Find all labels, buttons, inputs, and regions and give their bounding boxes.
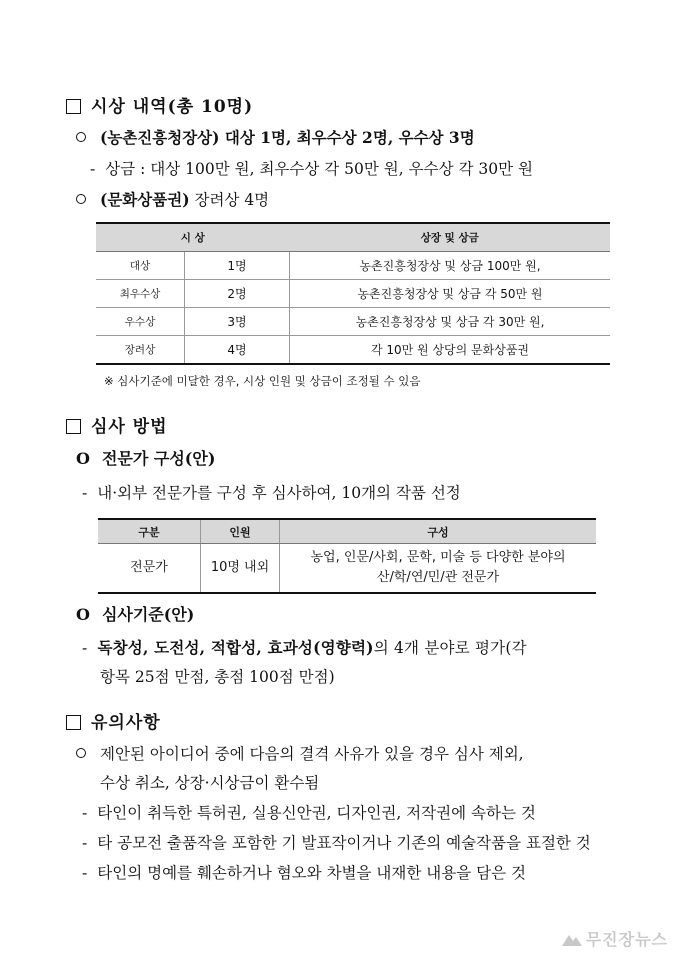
award-count: 2명 [185,280,290,308]
section-2-item-2-detail: - 독창성, 도전성, 적합성, 효과성(영향력)의 4개 분야로 평가(각 [82,638,527,657]
award-table-header-award: 시 상 [96,223,290,252]
section-3-title: 유의사항 [66,708,161,733]
circle-bullet-icon [76,132,86,142]
table-row [98,544,596,594]
award-prize: 농촌진흥청장상 및 상금 각 50만 원 [290,280,611,308]
section-3-detail-3: - 타인의 명예를 훼손하거나 혐오와 차별을 내재한 내용을 담은 것 [82,864,526,882]
section-2-item-1: O 전문가 구성(안) [76,449,216,468]
expert-type: 전문가 [98,544,201,594]
expert-table-header-count: 인원 [201,519,280,544]
mountain-logo-icon [562,931,582,947]
section-3-item-1: 제안된 아이디어 중에 다음의 결격 사유가 있을 경우 심사 제외, [76,742,524,764]
circle-bullet-icon [76,748,86,758]
section-2-item-2-detail-line-2: 항목 25점 만점, 총점 100점 만점) [100,668,335,686]
award-name: 최우수상 [96,280,185,308]
checkbox-square-icon [66,419,81,434]
award-table-header-prize: 상장 및 상금 [290,223,611,252]
award-count: 3명 [185,308,290,336]
section-3-detail-1: - 타인이 취득한 특허권, 실용신안권, 디자인권, 저작권에 속하는 것 [82,804,536,822]
section-2-item-1-detail: - 내·외부 전문가를 구성 후 심사하여, 10개의 작품 선정 [82,484,461,502]
table-row [96,336,610,365]
award-prize: 각 10만 원 상당의 문화상품권 [290,336,611,365]
award-note: ※ 심사기준에 미달한 경우, 시상 인원 및 상금이 조정될 수 있음 [104,374,421,388]
o-bullet: O [76,605,90,624]
award-name: 장려상 [96,336,185,365]
section-1-item-2: (문화상품권) 장려상 4명 [76,188,269,210]
award-count: 1명 [185,252,290,280]
award-name: 우수상 [96,308,185,336]
section-1-item-1: (농촌진흥청장상) 대상 1명, 최우수상 2명, 우수상 3명 [76,126,475,148]
expert-composition-line-2: 산/학/연/민/관 전문가 [376,570,500,585]
checkbox-square-icon [66,99,81,114]
award-count: 4명 [185,336,290,365]
section-1-title: 시상 내역(총 10명) [66,92,253,117]
section-3-item-1-line-2: 수상 취소, 상장·시상금이 환수됨 [100,774,320,792]
award-prize: 농촌진흥청장상 및 상금 각 30만 원, [290,308,611,336]
section-1-item-1-detail: - 상금 : 대상 100만 원, 최우수상 각 50만 원, 우수상 각 30만 원 [90,160,533,178]
watermark: 무진장뉴스 [562,927,668,950]
expert-count: 10명 내외 [201,544,280,594]
section-2-title: 심사 방법 [66,412,168,437]
section-2-item-2: O 심사기준(안) [76,605,195,624]
expert-table-header-composition: 구성 [280,519,597,544]
checkbox-square-icon [66,715,81,730]
table-row [96,308,610,336]
table-row [96,252,610,280]
expert-composition-line-1: 농업, 인문/사회, 문학, 미술 등 다양한 분야의 [310,550,566,565]
expert-composition [280,544,597,594]
o-bullet: O [76,449,90,468]
award-table [96,222,610,365]
award-name: 대상 [96,252,185,280]
circle-bullet-icon [76,194,86,204]
expert-table-header-type: 구분 [98,519,201,544]
award-prize: 농촌진흥청장상 및 상금 100만 원, [290,252,611,280]
table-row [96,280,610,308]
section-3-detail-2: - 타 공모전 출품작을 포함한 기 발표작이거나 기존의 예술작품을 표절한 것 [82,834,591,852]
expert-table [98,518,596,594]
